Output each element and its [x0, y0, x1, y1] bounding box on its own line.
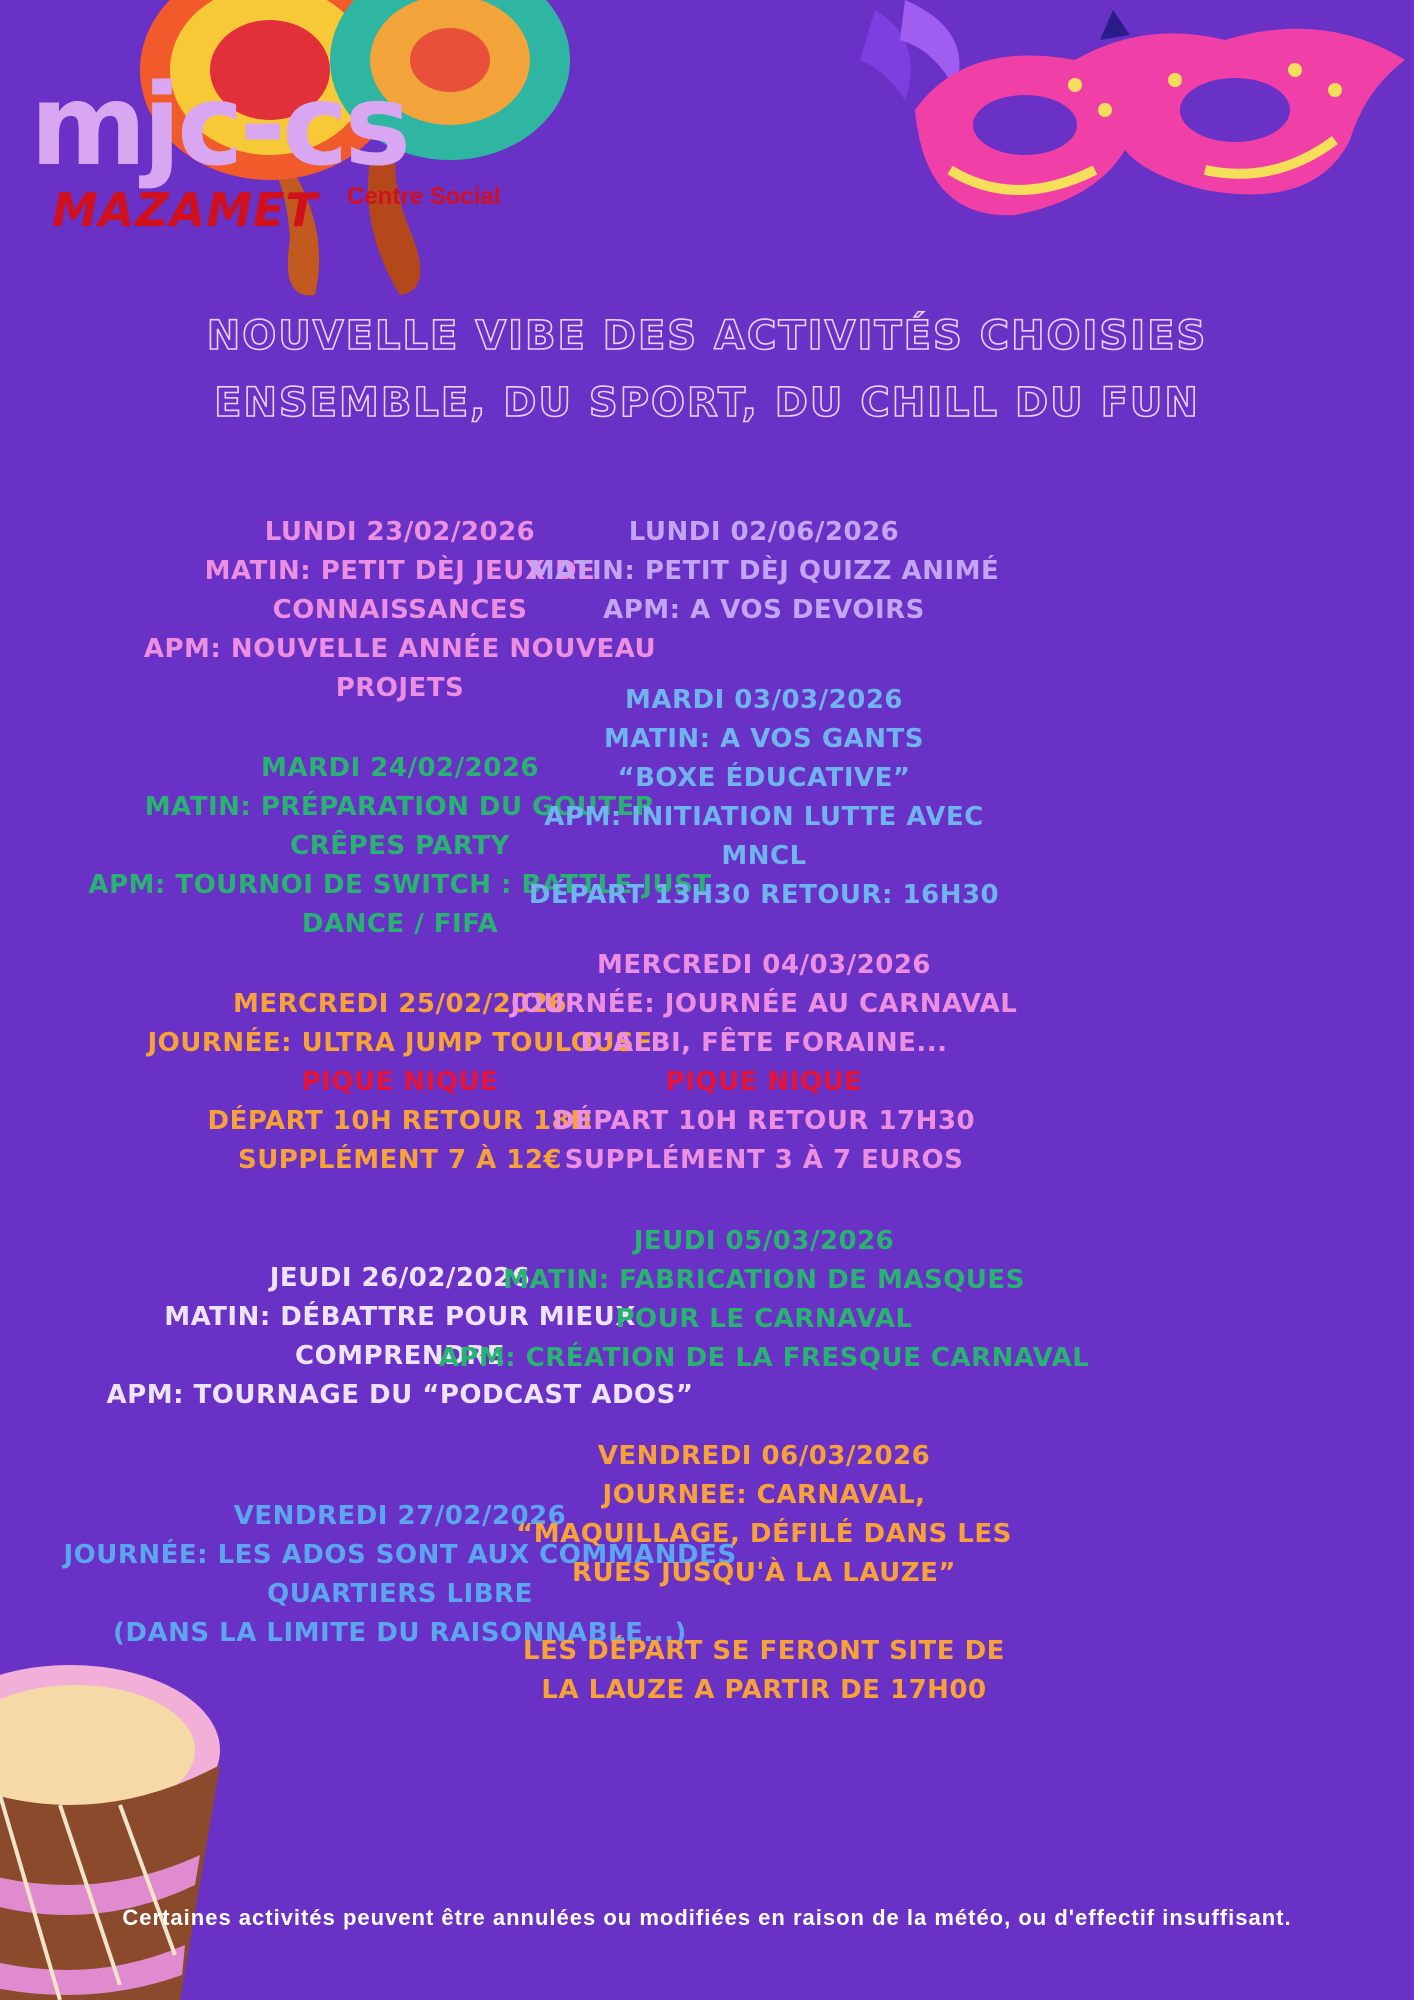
activity-line: JOURNEE: CARNAVAL, [602, 1480, 926, 1510]
activity-line: MATIN: PETIT DÈJ JEUX DE [204, 556, 596, 586]
activity-line: JOURNÉE: LES ADOS SONT AUX COMMANDES [63, 1540, 737, 1570]
day-heading: JEUDI 26/02/2026 [269, 1263, 531, 1293]
logo-subtitle: Centre Social [347, 183, 501, 210]
activity-line: PROJETS [335, 673, 465, 703]
activity-line: APM: NOUVELLE ANNÉE NOUVEAU [143, 634, 657, 664]
activity-line: APM: TOURNAGE DU “PODCAST ADOS” [106, 1380, 694, 1410]
activity-line: MATIN: PRÉPARATION DU GOUTER [144, 792, 656, 822]
headline-line-2: ENSEMBLE, DU SPORT, DU CHILL DU FUN [214, 380, 1200, 426]
activity-line: “MAQUILLAGE, DÉFILÉ DANS LES [516, 1519, 1012, 1549]
activity-line: CRÊPES PARTY [290, 831, 510, 861]
activity-line: “BOXE ÉDUCATIVE” [617, 763, 911, 793]
day-heading: VENDREDI 27/02/2026 [233, 1501, 567, 1531]
activity-line: QUARTIERS LIBRE [267, 1579, 533, 1609]
activity-line: APM: INITIATION LUTTE AVEC [544, 802, 984, 832]
drum-icon [0, 1655, 240, 2000]
activity-line: LES DÉPART SE FERONT SITE DE [523, 1636, 1005, 1666]
schedule-block-lundi-02 [384, 513, 1144, 630]
activity-line: JOURNÉE: JOURNÉE AU CARNAVAL [510, 989, 1018, 1019]
headline-line-1: NOUVELLE VIBE DES ACTIVITÉS CHOISIES [206, 313, 1208, 359]
activity-line: DÉPART 10H RETOUR 18H [207, 1106, 593, 1136]
schedule-block-mercredi-04 [384, 946, 1144, 1180]
picnic-note: PIQUE NIQUE [301, 1067, 499, 1097]
day-heading: JEUDI 05/03/2026 [633, 1226, 895, 1256]
activity-line: LA LAUZE A PARTIR DE 17H00 [541, 1675, 987, 1705]
activity-line: DÉPART 10H RETOUR 17H30 [552, 1106, 976, 1136]
activity-line: APM: CRÉATION DE LA FRESQUE CARNAVAL [438, 1343, 1090, 1373]
activity-line: COMPRENDRE [294, 1341, 506, 1371]
activity-line: MATIN: FABRICATION DE MASQUES [503, 1265, 1025, 1295]
day-heading: MERCREDI 04/03/2026 [596, 950, 932, 980]
activity-line: JOURNÉE: ULTRA JUMP TOULOUSE [147, 1028, 653, 1058]
day-heading: VENDREDI 06/03/2026 [597, 1441, 931, 1471]
carnival-mask-icon [845, 0, 1414, 240]
day-heading: LUNDI 02/06/2026 [628, 517, 900, 547]
activity-line: APM: A VOS DEVOIRS [603, 595, 925, 625]
logo-name: mjc-cs [30, 61, 408, 191]
activity-line: D’ALBI, FÊTE FORAINE... [580, 1028, 948, 1058]
activity-line: POUR LE CARNAVAL [615, 1304, 913, 1334]
activity-line: (DANS LA LIMITE DU RAISONNABLE...) [113, 1618, 687, 1648]
activity-line: MATIN: PETIT DÈJ QUIZZ ANIMÉ [528, 556, 1000, 586]
day-heading: MARDI 03/03/2026 [624, 685, 904, 715]
activity-line: DÉPART 13H30 RETOUR: 16H30 [528, 880, 1000, 910]
picnic-note: PIQUE NIQUE [665, 1067, 863, 1097]
day-heading: LUNDI 23/02/2026 [264, 517, 536, 547]
activity-line: CONNAISSANCES [272, 595, 528, 625]
activity-line: DANCE / FIFA [301, 909, 499, 939]
activity-line: MATIN: DÉBATTRE POUR MIEUX [164, 1302, 636, 1332]
schedule-block-jeudi-05 [384, 1222, 1144, 1378]
activity-line: MATIN: A VOS GANTS [604, 724, 924, 754]
spacer [384, 1593, 1144, 1632]
activity-line: MNCL [721, 841, 807, 871]
activity-line: SUPPLÉMENT 3 À 7 EUROS [564, 1145, 964, 1175]
footer-disclaimer: Certaines activités peuvent être annulées ou modifiées en raison de la météo, ou d'effectif insuffisant. [122, 1905, 1292, 1930]
activity-line: RUES JUSQU'À LA LAUZE” [572, 1558, 956, 1588]
schedule-block-mardi-03 [384, 681, 1144, 915]
activity-line: SUPPLÉMENT 7 À 12€ [237, 1145, 563, 1175]
schedule-block-vendredi-06 [384, 1437, 1144, 1710]
day-heading: MARDI 24/02/2026 [260, 753, 540, 783]
day-heading: MERCREDI 25/02/2026 [232, 989, 568, 1019]
activity-line: APM: TOURNOI DE SWITCH : BATTLE JUST [88, 870, 712, 900]
logo-city: MAZAMET [52, 183, 318, 237]
